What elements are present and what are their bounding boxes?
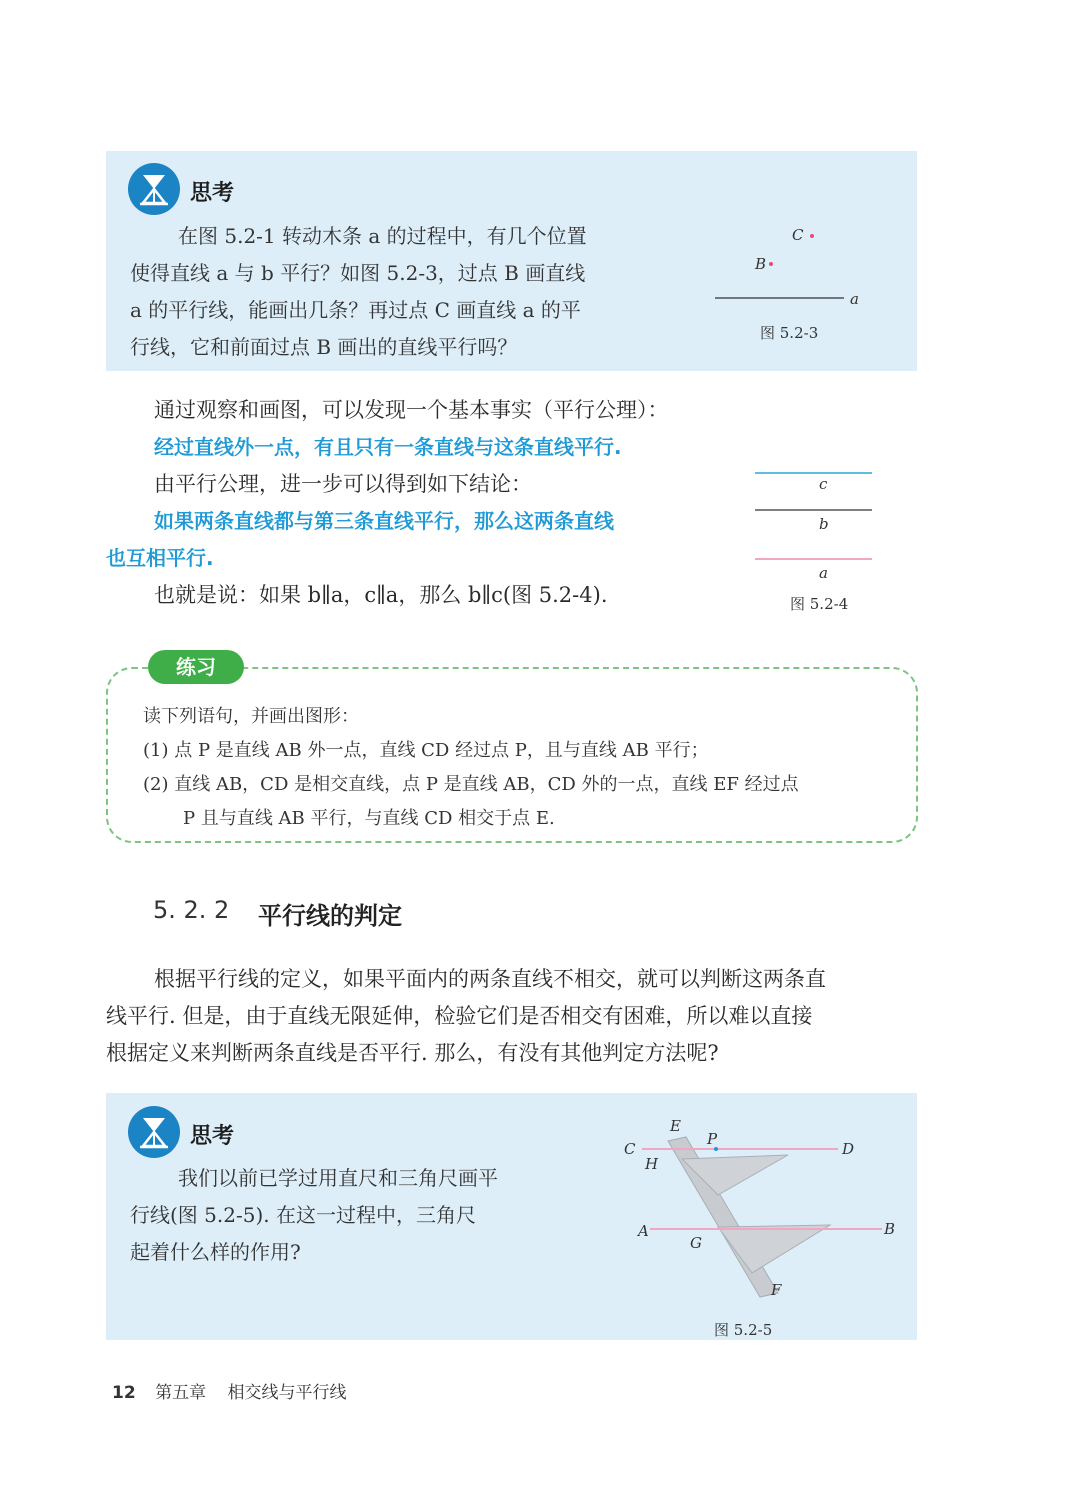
figure-5-2-3 bbox=[710, 220, 880, 350]
label-p: P bbox=[707, 1130, 718, 1148]
body1 bbox=[106, 392, 746, 614]
chapter-title: 相交线与平行线 bbox=[227, 1383, 347, 1403]
think2-line-3: 起着什么样的作用? bbox=[130, 1240, 301, 1264]
parallel-axiom: 经过直线外一点，有且只有一条直线与这条直线平行. bbox=[154, 435, 622, 459]
body1-lead: 由平行公理，进一步可以得到如下结论： bbox=[154, 472, 532, 496]
figure-caption: 图 5.2-4 bbox=[790, 595, 849, 613]
label-b: b bbox=[819, 515, 829, 533]
point-b-dot bbox=[769, 262, 773, 266]
think1-line-3: a 的平行线，能画出几条？再过点 C 画直线 a 的平 bbox=[130, 298, 581, 322]
exercise-item-2-line-1: (2) 直线 AB，CD 是相交直线，点 P 是直线 AB，CD 外的一点，直线 EF 经过点 bbox=[143, 774, 799, 795]
hourglass-icon bbox=[128, 163, 180, 215]
label-c: c bbox=[819, 475, 828, 493]
figure-caption: 图 5.2-5 bbox=[714, 1321, 773, 1339]
section-number: 5. 2. 2 bbox=[153, 896, 230, 924]
figure-5-2-5-drawing bbox=[620, 1115, 900, 1315]
label-d: D bbox=[842, 1140, 855, 1158]
figure-5-2-5 bbox=[620, 1115, 900, 1340]
think1-line-4: 行线，它和前面过点 B 画出的直线平行吗？ bbox=[130, 335, 518, 359]
exercise-item-2-line-2: P 且与直线 AB 平行，与直线 CD 相交于点 E. bbox=[183, 808, 555, 829]
section-line-1: 根据平行线的定义，如果平面内的两条直线不相交，就可以判断这两条直 bbox=[154, 967, 826, 991]
think2-text bbox=[130, 1160, 590, 1271]
conclusion-line-2: 也互相平行. bbox=[106, 546, 214, 570]
exercise-tab: 练习 bbox=[148, 650, 244, 684]
label-f: F bbox=[771, 1281, 782, 1299]
triangle-lower bbox=[718, 1225, 830, 1273]
figure-5-2-4-drawing bbox=[750, 465, 880, 575]
think-icon bbox=[128, 163, 180, 215]
exercise-content bbox=[143, 700, 903, 836]
conclusion-line-1: 如果两条直线都与第三条直线平行，那么这两条直线 bbox=[154, 509, 614, 533]
think2-line-2: 行线(图 5.2-5). 在这一过程中，三角尺 bbox=[130, 1203, 476, 1227]
label-e: E bbox=[670, 1117, 681, 1135]
figure-caption: 图 5.2-3 bbox=[760, 324, 819, 342]
page-footer bbox=[112, 1378, 346, 1403]
think1-text bbox=[130, 218, 690, 366]
hourglass-icon bbox=[128, 1106, 180, 1158]
section-line-2: 线平行. 但是，由于直线无限延伸，检验它们是否相交有困难，所以难以直接 bbox=[106, 1004, 813, 1028]
think-title: 思考 bbox=[190, 1124, 235, 1149]
label-a: a bbox=[819, 564, 828, 582]
label-line-a: a bbox=[850, 290, 859, 308]
label-c: C bbox=[624, 1140, 636, 1158]
label-g: G bbox=[690, 1234, 702, 1252]
section-title: 平行线的判定 bbox=[258, 902, 402, 930]
label-b: B bbox=[884, 1220, 896, 1238]
label-point-b: B bbox=[755, 255, 767, 273]
exercise-prompt: 读下列语句，并画出图形： bbox=[143, 706, 359, 727]
label-h: H bbox=[645, 1155, 659, 1173]
label-point-c: C bbox=[792, 226, 804, 244]
label-a: A bbox=[638, 1222, 649, 1240]
think2-line-1: 我们以前已学过用直尺和三角尺画平 bbox=[178, 1166, 498, 1190]
think1-line-2: 使得直线 a 与 b 平行？如图 5.2-3，过点 B 画直线 bbox=[130, 261, 586, 285]
think1-line-1: 在图 5.2-1 转动木条 a 的过程中，有几个位置 bbox=[178, 224, 587, 248]
page-number: 12 bbox=[112, 1383, 136, 1403]
figure-5-2-4 bbox=[750, 465, 880, 615]
point-c-dot bbox=[810, 234, 814, 238]
body1-intro: 通过观察和画图，可以发现一个基本事实（平行公理）： bbox=[154, 398, 669, 422]
think-icon bbox=[128, 1106, 180, 1158]
section-line-3: 根据定义来判断两条直线是否平行. 那么，有没有其他判定方法呢? bbox=[106, 1041, 719, 1065]
exercise-item-1: (1) 点 P 是直线 AB 外一点，直线 CD 经过点 P，且与直线 AB 平行； bbox=[143, 740, 709, 761]
chapter-label: 第五章 bbox=[155, 1383, 207, 1403]
body1-example: 也就是说：如果 b∥a，c∥a，那么 b∥c(图 5.2-4). bbox=[154, 583, 608, 607]
section-paragraph bbox=[106, 961, 926, 1072]
think-title: 思考 bbox=[190, 181, 235, 206]
